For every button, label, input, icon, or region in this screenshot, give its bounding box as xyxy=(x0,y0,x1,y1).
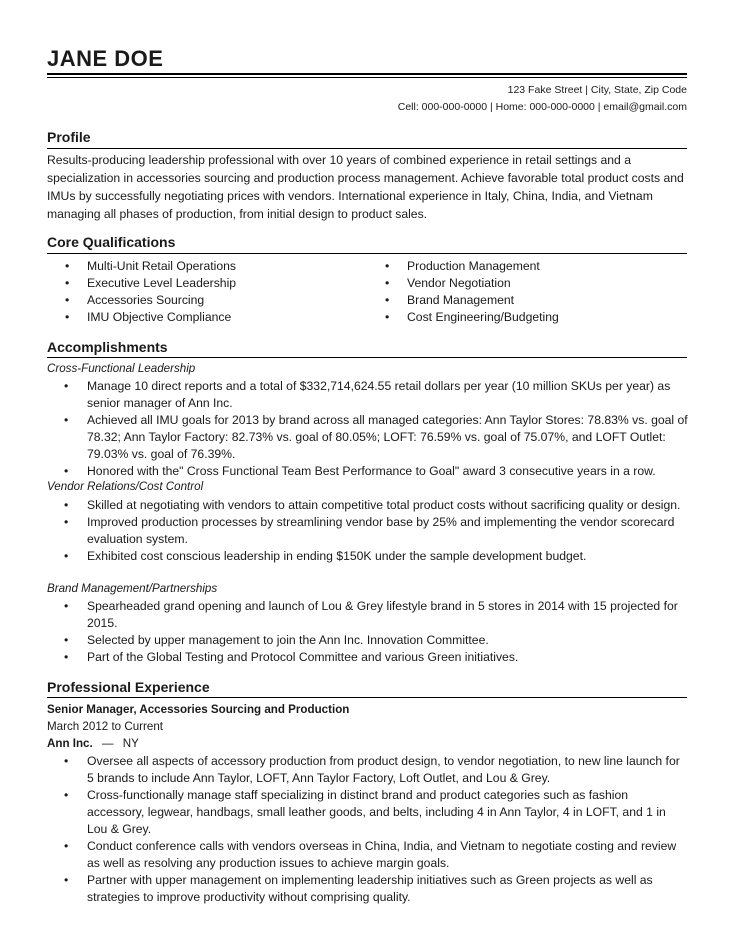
accomplishment-list xyxy=(64,497,688,565)
qualification-label: Accessories Sourcing xyxy=(87,293,205,307)
list-item-text: Spearheaded grand opening and launch of Lou & Grey lifestyle brand in 5 stores in 2014 with 15 projected for 2015. xyxy=(87,599,678,630)
qualification-label: Vendor Negotiation xyxy=(407,276,511,290)
list-item xyxy=(64,463,688,480)
list-item xyxy=(64,598,688,632)
list-item xyxy=(64,497,688,514)
contact-line: Cell: 000-000-0000 | Home: 000-000-0000 | email@gmail.com xyxy=(397,101,687,113)
bullet-icon: • xyxy=(64,498,69,512)
bullet-icon: • xyxy=(64,515,69,529)
list-item xyxy=(64,378,688,412)
qualification-item xyxy=(385,275,559,292)
list-item-text: Improved production processes by streamlining vendor base by 25% and implementing the vendor scorecard evaluation system. xyxy=(87,515,675,546)
list-item-text: Oversee all aspects of accessory production from product design, to vendor negotiation, to new line launch for 5 brands to include Ann Taylor, LOFT, Ann Taylor Factory, Loft Outlet, and Lou & Grey. xyxy=(87,754,680,785)
experience-list xyxy=(64,753,688,906)
address-line: 123 Fake Street | City, State, Zip Code xyxy=(507,84,687,96)
bullet-icon: • xyxy=(65,310,70,324)
qualification-item xyxy=(65,275,236,292)
job-company: Ann Inc. xyxy=(47,737,93,750)
list-item-text: Exhibited cost conscious leadership in ending $150K under the sample development budget. xyxy=(87,549,587,563)
qualification-item xyxy=(65,292,236,309)
bullet-icon: • xyxy=(64,599,69,613)
bullet-icon: • xyxy=(64,633,69,647)
bullet-icon: • xyxy=(64,839,69,853)
bullet-icon: • xyxy=(64,464,69,478)
job-title: Senior Manager, Accessories Sourcing and Production xyxy=(47,703,350,716)
list-item-text: Partner with upper management on implementing leadership initiatives such as Green projects as well as strategies to improve productivity without comprising quality. xyxy=(87,873,653,904)
list-item-text: Selected by upper management to join the Ann Inc. Innovation Committee. xyxy=(87,633,489,647)
accomplishment-subheading: Vendor Relations/Cost Control xyxy=(47,480,204,493)
candidate-name: JANE DOE xyxy=(47,46,164,71)
bullet-icon: • xyxy=(65,293,70,307)
experience-rule xyxy=(47,697,687,698)
qualification-item xyxy=(385,309,559,326)
bullet-icon: • xyxy=(64,379,69,393)
bullet-icon: • xyxy=(385,310,390,324)
bullet-icon: • xyxy=(64,873,69,887)
list-item-text: Cross-functionally manage staff specializing in distinct brand and product categories such as fashion accessory, legwear, handbags, small leather goods, and belts, including 4 in Ann Taylor, 4 in LOFT, and 1 in Lou & Grey. xyxy=(87,788,666,836)
qualification-item xyxy=(65,309,236,326)
list-item-text: Part of the Global Testing and Protocol Committee and various Green initiatives. xyxy=(87,650,519,664)
list-item xyxy=(64,412,688,463)
list-item xyxy=(64,787,688,838)
qualification-label: IMU Objective Compliance xyxy=(87,310,232,324)
qualifications-right-column xyxy=(385,258,559,326)
qualifications-left-column xyxy=(65,258,236,326)
qualification-label: Production Management xyxy=(407,259,540,273)
bullet-icon: • xyxy=(385,259,390,273)
profile-heading: Profile xyxy=(47,129,91,145)
accomplishment-subheading: Cross-Functional Leadership xyxy=(47,362,196,375)
qualification-item xyxy=(385,258,559,275)
accomplishment-list xyxy=(64,598,688,666)
location-separator: — xyxy=(101,737,114,750)
list-item-text: Conduct conference calls with vendors overseas in China, India, and Vietnam to negotiate costing and review as well as resolving any production issues to achieve margin goals. xyxy=(87,839,677,870)
list-item xyxy=(64,838,688,872)
accomplishments-heading: Accomplishments xyxy=(47,339,168,355)
job-location: NY xyxy=(122,737,139,750)
job-company-line xyxy=(47,737,139,750)
accomplishment-list xyxy=(64,378,688,480)
job-dates: March 2012 to Current xyxy=(47,720,163,733)
bullet-icon: • xyxy=(64,650,69,664)
bullet-icon: • xyxy=(65,276,70,290)
qualification-label: Executive Level Leadership xyxy=(87,276,237,290)
header-rule-top xyxy=(47,73,687,75)
bullet-icon: • xyxy=(64,413,69,427)
bullet-icon: • xyxy=(64,754,69,768)
list-item xyxy=(64,632,688,649)
list-item xyxy=(64,753,688,787)
bullet-icon: • xyxy=(385,293,390,307)
list-item xyxy=(64,514,688,548)
list-item-text: Achieved all IMU goals for 2013 by brand across all managed categories: Ann Taylor Stores: 78.83% vs. goal of 78.32; Ann Taylor Factory: 82.73% vs. goal of 80.05%; LOFT: 76.59% vs. goal of 75.07%, and LOFT Outlet: 79.03% vs. goal of 76.39%. xyxy=(87,413,688,461)
qualification-item xyxy=(65,258,236,275)
bullet-icon: • xyxy=(65,259,70,273)
list-item-text: Manage 10 direct reports and a total of $332,714,624.55 retail dollars per year (10 million SKUs per year) as senior manager of Ann Inc. xyxy=(87,379,671,410)
experience-heading: Professional Experience xyxy=(47,679,210,695)
profile-rule xyxy=(47,148,687,149)
accomplishment-subheading: Brand Management/Partnerships xyxy=(47,582,218,595)
qualifications-heading: Core Qualifications xyxy=(47,234,176,250)
list-item xyxy=(64,649,688,666)
qualification-label: Cost Engineering/Budgeting xyxy=(407,310,559,324)
qualifications-rule xyxy=(47,253,687,254)
accomplishments-rule xyxy=(47,357,687,358)
bullet-icon: • xyxy=(385,276,390,290)
list-item xyxy=(64,548,688,565)
qualification-label: Multi-Unit Retail Operations xyxy=(87,259,237,273)
qualification-item xyxy=(385,292,559,309)
header-rule-bottom xyxy=(47,77,687,78)
list-item xyxy=(64,872,688,906)
list-item-text: Honored with the" Cross Functional Team Best Performance to Goal" award 3 consecutive years in a row. xyxy=(87,464,656,478)
profile-text: Results-producing leadership professional with over 10 years of combined experience in retail settings and a specialization in accessories sourcing and production process management. Achieve favorable total product costs and IMUs by successfully negotiating prices with vendors. International experience in Italy, China, India, and Vietnam managing all phases of production, from initial design to product sales. xyxy=(47,153,684,221)
qualification-label: Brand Management xyxy=(407,293,515,307)
bullet-icon: • xyxy=(64,788,69,802)
list-item-text: Skilled at negotiating with vendors to attain competitive total product costs without sacrificing quality or design. xyxy=(87,498,681,512)
bullet-icon: • xyxy=(64,549,69,563)
